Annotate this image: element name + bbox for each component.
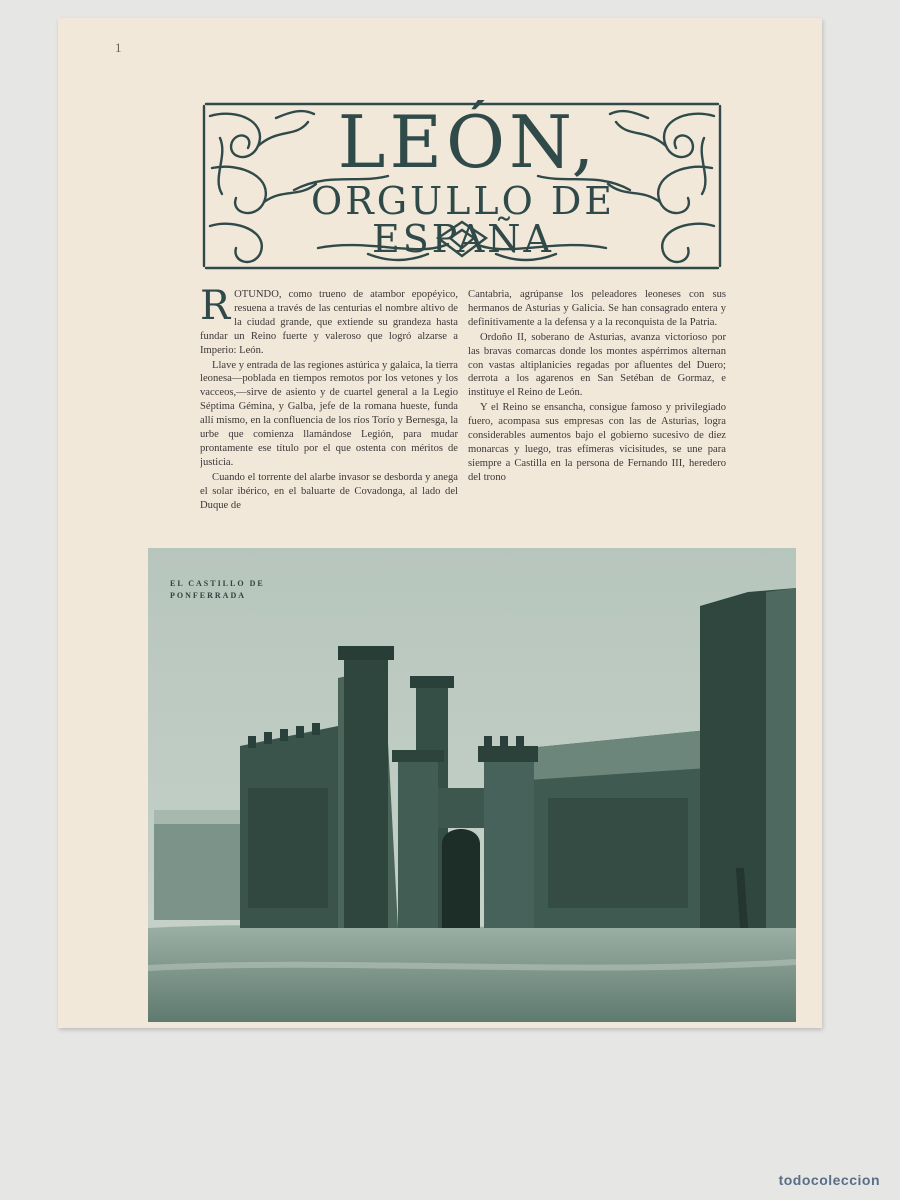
article-body [200, 288, 726, 530]
caption-line: EL CASTILLO DE [170, 579, 265, 588]
paragraph: Cuando el torrente del alarbe invasor se desborda y anega el solar ibérico, en el baluarte de Covadonga, al lado del Duque de [200, 471, 458, 511]
paragraph: Llave y entrada de las regiones astúrica y galaica, la tierra leonesa—poblada en tiempos remotos por los vetones y los vacceos,—sirve de asiento y de cuartel general a la Legio Séptima Gémina, y Galba, jefe de la romana hueste, funda allí mismo, en la confluencia de los ríos Torío y Bernesga, la urbe que comienza llamándose Legión, para mudar prontamente ese título por el que ostenta con méritos de justicia. [200, 359, 458, 468]
drop-cap: R [200, 288, 231, 329]
caption-line: PONFERRADA [170, 591, 246, 600]
left-column [200, 288, 458, 530]
paragraph: Cantabria, agrúpanse los peleadores leoneses con sus hermanos de Asturias y Galicia. Se han consagrado entera y definitivamente a la defensa y a la reconquista de la Patria. [468, 289, 726, 328]
paragraph: Ordoño II, soberano de Asturias, avanza victorioso por las bravas comarcas donde los montes aspérrimos alternan con vastas altiplanicies regadas por afluentes del Duero; derrota a los agarenos en San Setéban de Gormaz, e instituye el Reino de León. [468, 331, 726, 399]
paragraph [200, 288, 458, 358]
corner-mark: 1 [115, 40, 122, 55]
paragraph-text: OTUNDO, como trueno de atambor epopéyico, resuena a través de las centurias el nombre altivo de la ciudad grande, que extiende su grandeza hasta fundar un Reino fuerte y valeroso que logró alzarse a Imperio: León. [200, 289, 458, 356]
right-column [468, 288, 726, 530]
photo-caption [170, 578, 310, 602]
castle-photograph [148, 548, 796, 1022]
article-title: LEÓN, [337, 100, 599, 184]
castle-illustration-icon [148, 548, 796, 1022]
paragraph: Y el Reino se ensancha, consigue famoso y privilegiado fuero, acompasa sus empresas con las de Asturias, logra considerables aumentos bajo el gobierno sucesivo de diez monarcas y luego, tras efímeras vicisitudes, se une para siempre a Castilla en la persona de Fernando III, heredero del trono [468, 402, 726, 483]
watermark: todocoleccion [778, 1172, 880, 1188]
article-subtitle: ORGULLO DE ESPAÑA [310, 179, 616, 261]
title-banner [198, 98, 726, 274]
